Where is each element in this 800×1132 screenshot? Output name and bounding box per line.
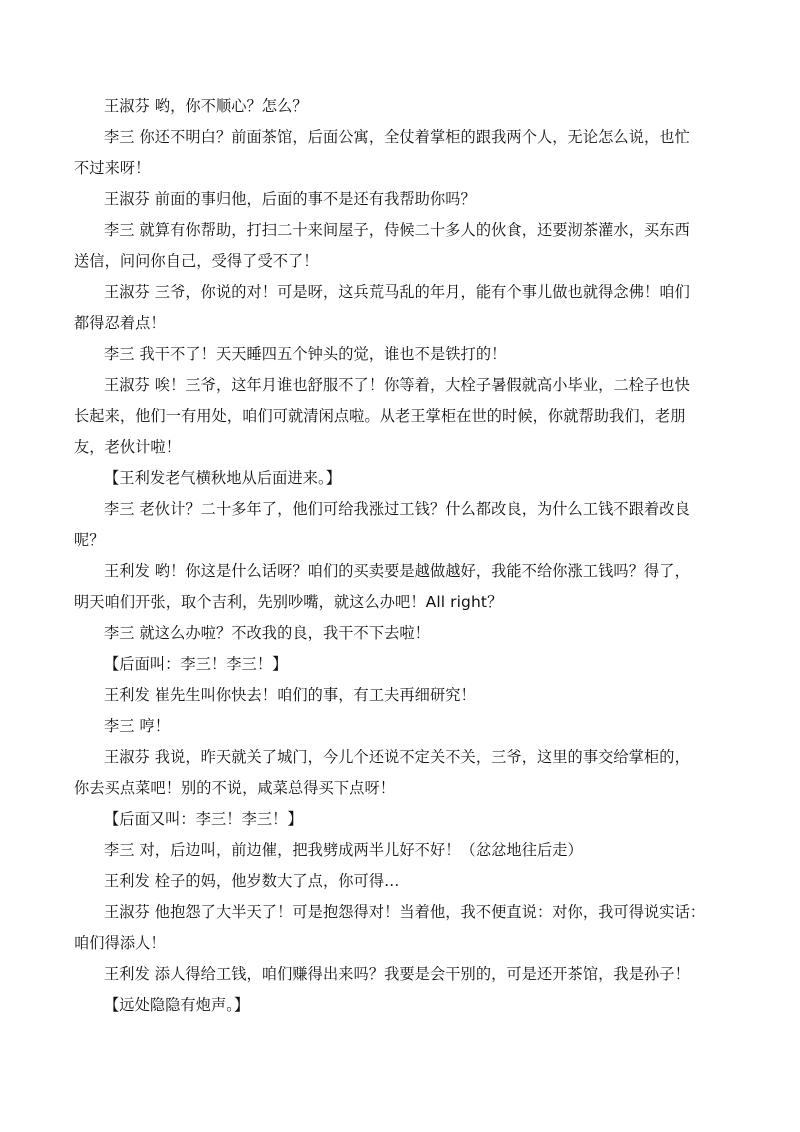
line-text: 李三 你还不明白？前面茶馆，后面公寓，全仗着掌柜的跟我两个人，无论怎么说，也忙 [104, 128, 690, 146]
line-text: 不过来呀！ [74, 159, 151, 177]
script-page [74, 91, 724, 1021]
line-text: 送信，问问你自己，受得了受不了！ [74, 252, 319, 270]
line-text: 【后面又叫：李三！李三！】 [104, 810, 303, 828]
dialogue-line [104, 215, 724, 246]
dialogue-line [104, 370, 724, 401]
line-text: 【后面叫：李三！李三！】 [104, 655, 288, 673]
dialogue-line [104, 959, 724, 990]
line-text: 李三 就算有你帮助，打扫二十来间屋子，侍候二十多人的伙食，还要沏茶灌水，买东西 [104, 221, 690, 239]
line-text: 王淑芬 前面的事归他，后面的事不是还有我帮助你吗？ [104, 190, 476, 208]
dialogue-line-continuation [74, 432, 724, 463]
dialogue-line-continuation [74, 308, 724, 339]
line-text: 王淑芬 他抱怨了大半天了！可是抱怨得对！当着他，我不便直说：对你，我可得说实话： [104, 903, 706, 921]
line-text: 王利发 添人得给工钱，咱们赚得出来吗？我要是会干别的，可是还开茶馆，我是孙子！ [104, 965, 690, 983]
dialogue-line [104, 618, 724, 649]
line-text: 都得忍着点！ [74, 314, 166, 332]
line-latin-text: All right？ [425, 593, 503, 611]
dialogue-line [104, 339, 724, 370]
line-text: 你去买点菜吧！别的不说，咸菜总得买下点呀！ [74, 779, 396, 797]
line-text: 王利发 崔先生叫你快去！咱们的事，有工夫再细研究！ [104, 686, 476, 704]
dialogue-line [104, 742, 724, 773]
dialogue-line-continuation [74, 246, 724, 277]
dialogue-line [104, 556, 724, 587]
dialogue-line-continuation [74, 153, 724, 184]
line-text: 王淑芬 我说，昨天就关了城门，今儿个还说不定关不关，三爷，这里的事交给掌柜的， [104, 748, 690, 766]
stage-direction [104, 649, 724, 680]
line-text: 呢？ [74, 531, 105, 549]
line-text: 【远处隐隐有炮声。】 [104, 996, 250, 1014]
dialogue-line [104, 680, 724, 711]
line-text: 李三 就这么办啦？不改我的良，我干不下去啦！ [104, 624, 430, 642]
stage-direction [104, 463, 724, 494]
line-text: 王淑芬 唉！三爷，这年月谁也舒服不了！你等着，大栓子暑假就高小毕业，二栓子也快 [104, 376, 690, 394]
dialogue-line-continuation [74, 525, 724, 556]
line-text: 【王利发老气横秋地从后面进来。】 [104, 469, 341, 487]
line-text: 李三 老伙计？二十多年了，他们可给我涨过工钱？什么都改良，为什么工钱不跟着改良 [104, 500, 690, 518]
dialogue-line [104, 494, 724, 525]
line-text: 李三 我干不了！天天睡四五个钟头的觉，谁也不是铁打的！ [104, 345, 507, 363]
dialogue-line [104, 91, 724, 122]
line-text: 王淑芬 哟，你不顺心？怎么？ [104, 97, 308, 115]
dialogue-line-continuation [74, 587, 724, 618]
dialogue-line [104, 835, 724, 866]
dialogue-line-continuation [74, 773, 724, 804]
line-text: 李三 哼！ [104, 717, 171, 735]
line-text: 友，老伙计啦！ [74, 438, 182, 456]
line-text: 李三 对，后边叫，前边催，把我劈成两半儿好不好！（忿忿地往后走） [104, 841, 583, 859]
line-text: 咱们得添人！ [74, 934, 166, 952]
dialogue-line [104, 897, 724, 928]
stage-direction [104, 804, 724, 835]
stage-direction [104, 990, 724, 1021]
line-text: 长起来，他们一有用处，咱们可就清闲点啦。从老王掌柜在世的时候，你就帮助我们，老朋 [74, 407, 686, 425]
dialogue-line [104, 277, 724, 308]
dialogue-line [104, 711, 724, 742]
dialogue-line [104, 122, 724, 153]
line-text: 王利发 哟！你这是什么话呀？咱们的买卖要是越做越好，我能不给你涨工钱吗？得了， [104, 562, 690, 580]
dialogue-line [104, 866, 724, 897]
dialogue-line-continuation [74, 401, 724, 432]
dialogue-line [104, 184, 724, 215]
dialogue-line-continuation [74, 928, 724, 959]
line-text: 王淑芬 三爷，你说的对！可是呀，这兵荒马乱的年月，能有个事儿做也就得念佛！咱们 [104, 283, 690, 301]
line-text: 明天咱们开张，取个吉利，先别吵嘴，就这么办吧！ [74, 593, 426, 611]
line-text: 王利发 栓子的妈，他岁数大了点，你可得… [104, 872, 400, 890]
